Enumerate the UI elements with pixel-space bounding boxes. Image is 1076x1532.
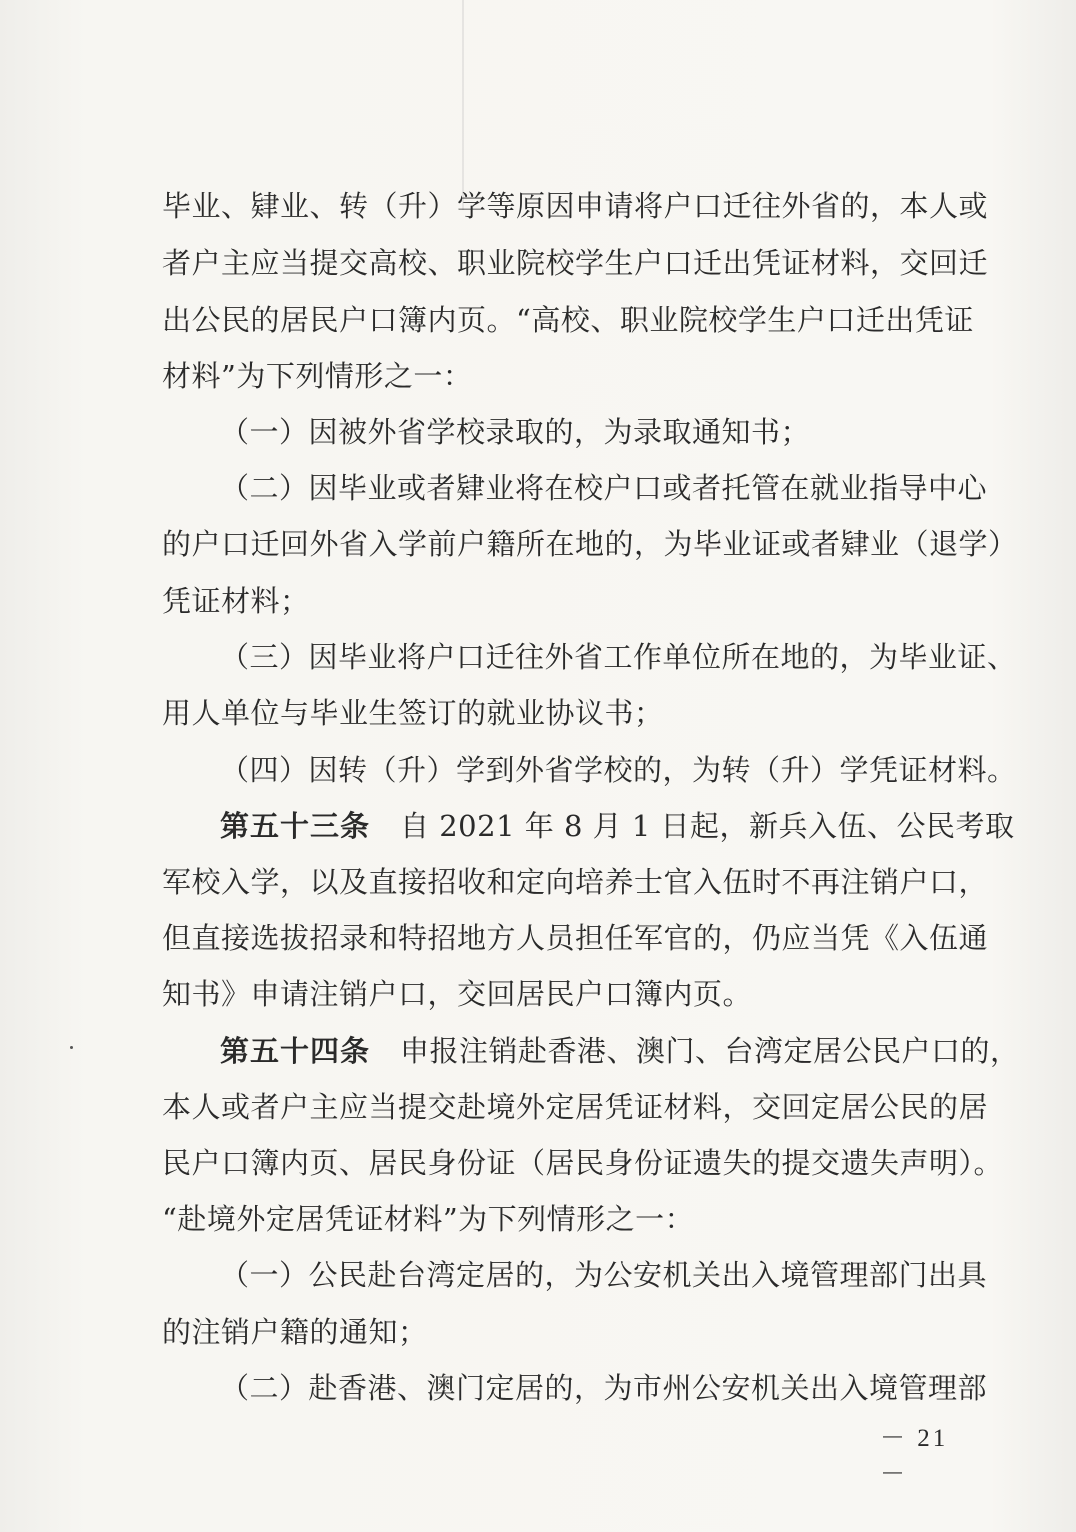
text-line: （一）因被外省学校录取的，为录取通知书；: [220, 415, 811, 449]
text-line: 军校入学，以及直接招收和定向培养士官入伍时不再注销户口，: [162, 865, 989, 899]
text-line: 民户口簿内页、居民身份证（居民身份证遗失的提交遗失声明）。: [162, 1146, 1004, 1180]
page-number: － 21 －: [880, 1425, 949, 1488]
article-53-label: 第五十三条: [220, 809, 371, 843]
article-54-text: 申报注销赴香港、澳门、台湾定居公民户口的，: [400, 1034, 1020, 1068]
text-line: （一）公民赴台湾定居的，为公安机关出入境管理部门出具: [220, 1258, 988, 1292]
article-54-label: 第五十四条: [220, 1034, 371, 1068]
text-line: 的注销户籍的通知；: [162, 1315, 428, 1349]
article-53-line: [220, 806, 1015, 846]
text-line: 凭证材料；: [162, 584, 310, 618]
text-line: 本人或者户主应当提交赴境外定居凭证材料，交回定居公民的居: [162, 1090, 989, 1124]
text-line: （三）因毕业将户口迁往外省工作单位所在地的，为毕业证、: [220, 640, 1017, 674]
text-line: 出公民的居民户口簿内页。“高校、职业院校学生户口迁出凭证: [162, 303, 974, 337]
text-line: 但直接选拔招录和特招地方人员担任军官的，仍应当凭《入伍通: [162, 921, 989, 955]
text-line: （二）因毕业或者肄业将在校户口或者托管在就业指导中心: [220, 471, 988, 505]
text-line: （二）赴香港、澳门定居的，为市州公安机关出入境管理部: [220, 1371, 988, 1405]
text-line: 的户口迁回外省入学前户籍所在地的，为毕业证或者肄业（退学）: [162, 527, 1018, 561]
text-line: 知书》申请注销户口，交回居民户口簿内页。: [162, 977, 753, 1011]
text-line: 材料”为下列情形之一：: [162, 359, 473, 393]
text-line: “赴境外定居凭证材料”为下列情形之一：: [162, 1202, 695, 1236]
text-line: 者户主应当提交高校、职业院校学生户口迁出凭证材料，交回迁: [162, 246, 989, 280]
text-line: 毕业、肄业、转（升）学等原因申请将户口迁往外省的，本人或: [162, 189, 989, 223]
article-53-text: 自 2021 年 8 月 1 日起，新兵入伍、公民考取: [400, 809, 1015, 843]
text-line: 用人单位与毕业生签订的就业协议书；: [162, 696, 664, 730]
article-54-line: [220, 1031, 1020, 1071]
text-line: （四）因转（升）学到外省学校的，为转（升）学凭证材料。: [220, 753, 1017, 787]
